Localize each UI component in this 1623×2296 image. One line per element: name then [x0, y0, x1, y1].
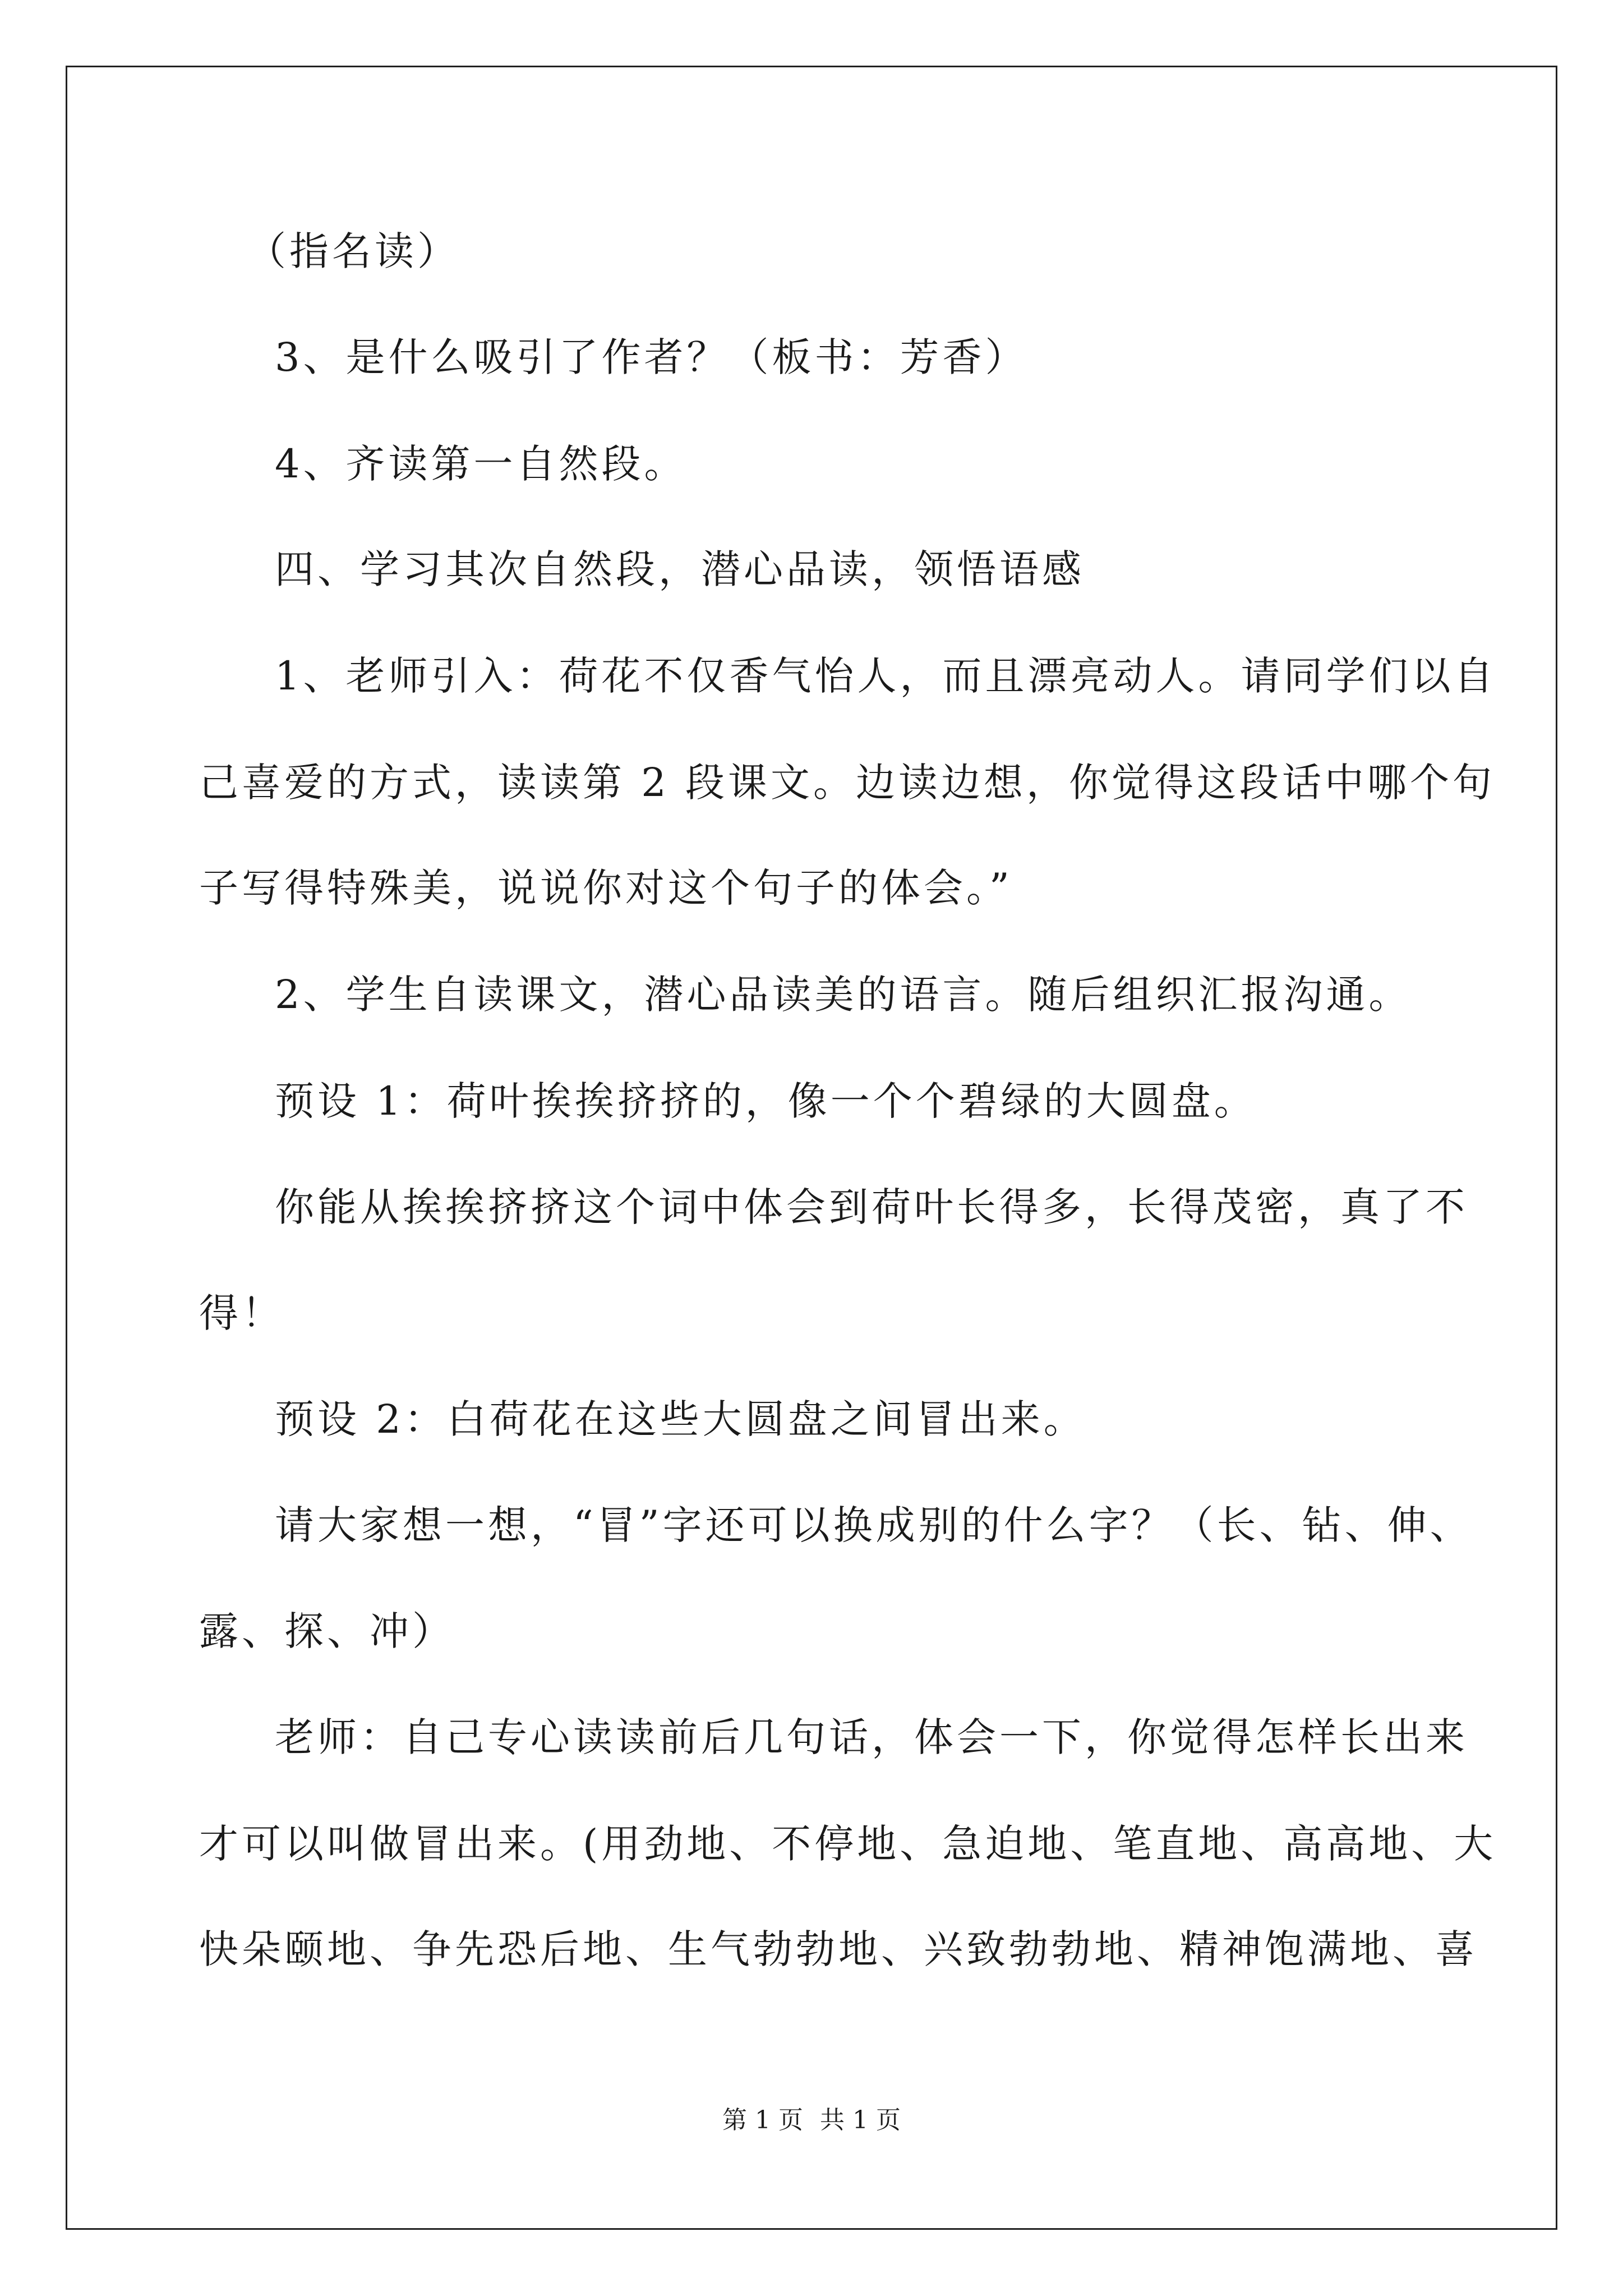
page-number-total: 共 1 页: [820, 2106, 901, 2134]
text-line-16: 才可以叫做冒出来。(用劲地、不停地、急迫地、笔直地、高高地、大: [199, 1821, 1497, 1867]
text-line-17: 快朵颐地、争先恐后地、生气勃勃地、兴致勃勃地、精神饱满地、喜: [199, 1926, 1478, 1972]
text-line-2: 3、是什么吸引了作者？（板书：芳香）: [275, 334, 1028, 380]
text-line-7: 子写得特殊美，说说你对这个句子的体会。”: [199, 865, 1013, 911]
text-line-12: 预设 2：白荷花在这些大圆盘之间冒出来。: [275, 1396, 1086, 1442]
text-line-5: 1、老师引入：荷花不仅香气怡人，而且漂亮动人。请同学们以自: [275, 653, 1497, 699]
text-line-3: 4、齐读第一自然段。: [275, 441, 687, 487]
page-footer: [0, 2104, 1623, 2137]
text-line-14: 露、探、冲）: [199, 1608, 455, 1654]
text-line-1: （指名读）: [247, 228, 460, 274]
text-line-9: 预设 1：荷叶挨挨挤挤的，像一个个碧绿的大圆盘。: [275, 1078, 1257, 1124]
text-line-11: 得！: [199, 1290, 284, 1336]
text-line-6: 己喜爱的方式，读读第 2 段课文。边读边想，你觉得这段话中哪个句: [199, 760, 1496, 806]
text-line-8: 2、学生自读课文，潜心品读美的语言。随后组织汇报沟通。: [275, 972, 1412, 1018]
text-line-10: 你能从挨挨挤挤这个词中体会到荷叶长得多，长得茂密，真了不: [275, 1184, 1468, 1230]
text-line-15: 老师：自己专心读读前后几句话，体会一下，你觉得怎样长出来: [275, 1714, 1468, 1760]
page-number-current: 第 1 页: [722, 2106, 803, 2134]
text-line-4: 四、学习其次自然段，潜心品读，领悟语感: [275, 546, 1085, 592]
text-line-13: 请大家想一想，“冒”字还可以换成别的什么字？（长、钻、伸、: [275, 1502, 1473, 1548]
page-border: [66, 66, 1557, 2230]
